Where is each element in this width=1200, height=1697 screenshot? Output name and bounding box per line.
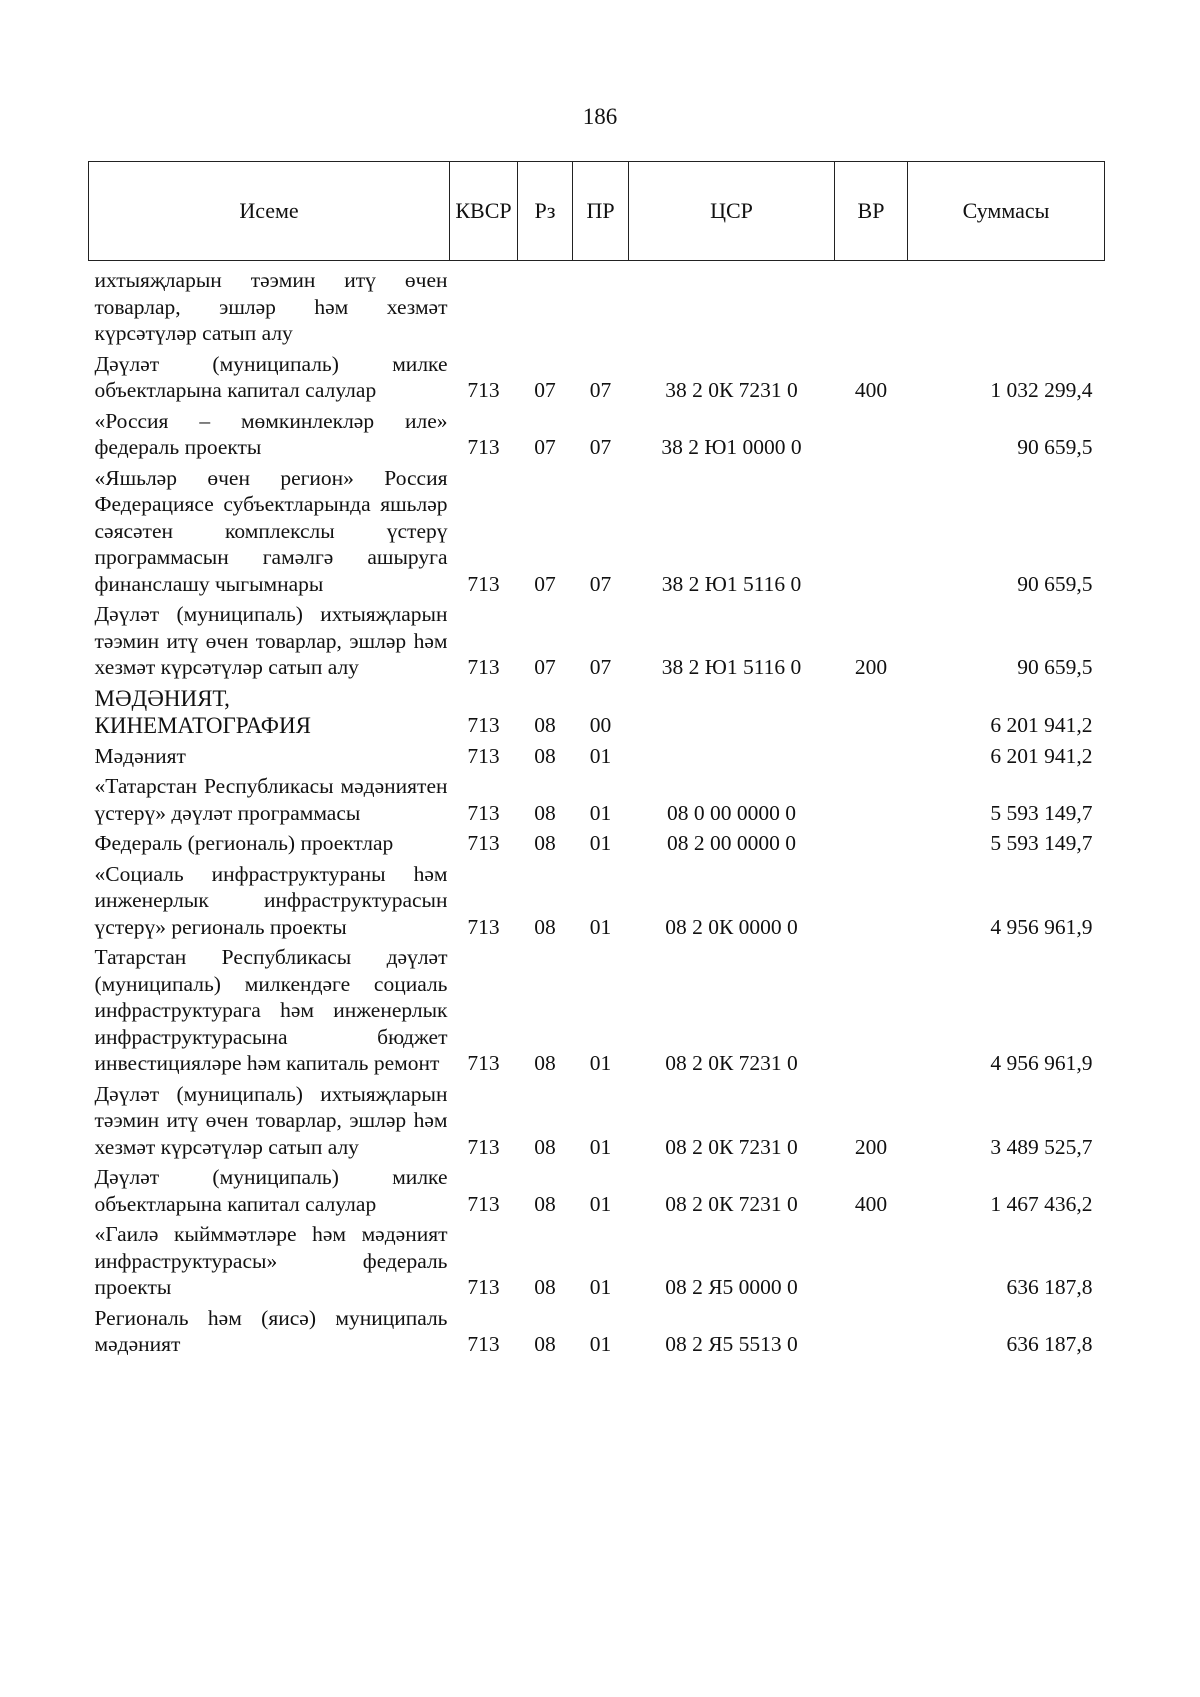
cell-name: Дәүләт (муниципаль) милке объектларына капитал салулар [94,1165,448,1216]
cell-vr: 200 [854,1134,888,1159]
cell-sum: 90 659,5 [1017,655,1093,679]
cell-kvsr: 713 [467,1332,500,1356]
cell-rz: 08 [534,713,556,737]
cell-pr: 01 [589,743,612,768]
cell-csr: 38 2 Ю1 0000 0 [661,435,802,459]
cell-sum: 90 659,5 [1017,571,1093,596]
cell-csr [629,741,835,772]
header-csr: ЦСР [629,162,835,261]
table-header [89,162,1105,261]
budget-table [88,161,1105,1360]
cell-pr: 07 [589,378,612,402]
cell-sum: 5 593 149,7 [990,800,1093,825]
cell-pr: 01 [589,914,612,939]
cell-rz: 08 [534,743,556,768]
cell-pr: 07 [589,435,612,459]
table-row [89,406,1105,463]
cell-name: Дәүләт (муниципаль) ихтыяҗларын тәэмин итү өчен товарлар, эшләр һәм хезмәт күрсәтүләр сатып алу [94,602,448,679]
cell-sum [908,261,1105,349]
cell-rz: 08 [534,800,556,825]
cell-name: МӘДӘНИЯТ, КИНЕМАТОГРАФИЯ [94,685,311,738]
table-row [89,683,1105,741]
cell-vr [835,1303,908,1360]
table-row [89,1303,1105,1360]
cell-rz: 08 [534,831,556,855]
cell-rz: 08 [534,914,556,939]
cell-kvsr: 713 [467,1191,500,1216]
cell-sum: 5 593 149,7 [990,831,1093,855]
cell-pr: 01 [589,1134,612,1159]
cell-sum: 6 201 941,2 [990,713,1093,737]
table-row [89,261,1105,349]
cell-name: Дәүләт (муниципаль) милке объектларына капитал салулар [94,351,448,402]
cell-kvsr: 713 [467,655,500,679]
cell-rz [518,261,573,349]
header-pr: ПР [573,162,629,261]
cell-csr [629,261,835,349]
cell-kvsr: 713 [467,435,500,459]
cell-sum: 6 201 941,2 [990,743,1093,768]
cell-vr: 400 [854,1191,888,1216]
cell-name: «Гаилә кыйммәтләре һәм мәдәният инфраструктурасы» федераль проекты [94,1222,448,1299]
cell-sum: 636 187,8 [1006,1332,1093,1356]
cell-pr: 01 [589,831,612,855]
header-vr: ВР [835,162,908,261]
cell-rz: 08 [534,1051,556,1075]
cell-name: Федераль (региональ) проектлар [94,831,394,855]
table-row [89,1219,1105,1303]
cell-rz: 07 [534,435,556,459]
cell-rz: 08 [534,1332,556,1356]
cell-kvsr: 713 [467,914,500,939]
table-row [89,599,1105,683]
table-row [89,828,1105,859]
cell-vr: 400 [854,378,888,402]
cell-rz: 08 [534,1275,556,1299]
cell-rz: 08 [534,1134,556,1159]
cell-sum: 4 956 961,9 [990,914,1093,939]
cell-csr [629,683,835,741]
header-kvsr: КВСР [450,162,518,261]
table-row [89,349,1105,406]
cell-name: Региональ һәм (яисә) муниципаль мәдәният [94,1305,448,1356]
header-name: Исеме [89,162,450,261]
page-number: 186 [582,104,618,129]
cell-pr: 01 [589,1051,612,1075]
cell-csr: 38 2 0К 7231 0 [665,378,798,402]
cell-vr [835,771,908,828]
table-body [89,261,1105,1360]
cell-name: Татарстан Республикасы дәүләт (муниципаль) милкендәге социаль инфраструктурага һәм инженерлык инфраструктурасына бюджет инвестицияләре һәм капиталь ремонт [94,945,448,1075]
cell-csr: 08 2 0К 7231 0 [665,1191,798,1216]
table-row [89,771,1105,828]
cell-sum: 1 467 436,2 [990,1191,1093,1216]
cell-name: «Россия – мөмкинлекләр иле» федераль проекты [94,408,448,459]
cell-csr: 08 2 0К 7231 0 [665,1134,798,1159]
cell-kvsr [450,261,518,349]
table-row [89,741,1105,772]
cell-csr: 08 0 00 0000 0 [667,800,796,825]
table-row [89,463,1105,600]
cell-vr [835,683,908,741]
cell-rz: 07 [534,378,556,402]
cell-rz: 07 [534,655,556,679]
cell-csr: 08 2 Я5 5513 0 [665,1332,798,1356]
header-sum: Суммасы [908,162,1105,261]
cell-pr: 01 [589,1332,612,1356]
cell-kvsr: 713 [467,743,500,768]
cell-pr: 07 [589,655,612,679]
cell-vr [835,741,908,772]
cell-vr [835,406,908,463]
table-row [89,1162,1105,1219]
cell-pr [573,261,629,349]
table-row [89,1079,1105,1163]
cell-vr: 200 [854,655,888,679]
cell-name: «Татарстан Республикасы мәдәниятен үстерү» дәүләт программасы [94,774,448,825]
cell-name: ихтыяҗларын тәэмин итү өчен товарлар, эшләр һәм хезмәт күрсәтүләр сатып алу [94,268,448,345]
cell-csr: 08 2 Я5 0000 0 [665,1275,798,1299]
cell-kvsr: 713 [467,1051,500,1075]
cell-pr: 00 [589,713,612,737]
table-row [89,859,1105,943]
cell-csr: 08 2 0К 7231 0 [665,1051,798,1075]
cell-csr: 08 2 00 0000 0 [667,831,796,855]
cell-pr: 01 [589,1275,612,1299]
cell-vr [835,261,908,349]
cell-rz: 08 [534,1191,556,1216]
cell-name: «Яшьләр өчен регион» Россия Федерациясе субъектларында яшьләр сәясәтен комплекслы үстерү программасын гамәлгә ашыруга финанслашу чыгымнары [94,465,448,596]
cell-vr [835,1219,908,1303]
cell-csr: 38 2 Ю1 5116 0 [661,571,802,596]
cell-rz: 07 [534,571,556,596]
cell-sum: 90 659,5 [1017,435,1093,459]
cell-vr [835,859,908,943]
cell-pr: 01 [589,800,612,825]
cell-csr: 08 2 0К 0000 0 [665,914,798,939]
cell-pr: 01 [589,1191,612,1216]
cell-kvsr: 713 [467,831,500,855]
cell-kvsr: 713 [467,1275,500,1299]
cell-sum: 3 489 525,7 [990,1134,1093,1159]
cell-name: «Социаль инфраструктураны һәм инженерлык инфраструктурасын үстерү» региональ проекты [94,861,448,939]
cell-kvsr: 713 [467,800,500,825]
header-rz: Рз [518,162,573,261]
cell-pr: 07 [589,571,612,596]
cell-csr: 38 2 Ю1 5116 0 [661,655,802,679]
cell-name: Мәдәният [94,743,186,768]
cell-name: Дәүләт (муниципаль) ихтыяҗларын тәэмин итү өчен товарлар, эшләр һәм хезмәт күрсәтүләр сатып алу [94,1081,448,1159]
cell-kvsr: 713 [467,713,500,737]
table-row [89,942,1105,1079]
cell-kvsr: 713 [467,1134,500,1159]
cell-sum: 1 032 299,4 [990,378,1093,402]
cell-vr [835,463,908,600]
cell-kvsr: 713 [467,571,500,596]
cell-kvsr: 713 [467,378,500,402]
cell-vr [835,828,908,859]
cell-sum: 636 187,8 [1006,1275,1093,1299]
cell-vr [835,942,908,1079]
cell-sum: 4 956 961,9 [990,1051,1093,1075]
